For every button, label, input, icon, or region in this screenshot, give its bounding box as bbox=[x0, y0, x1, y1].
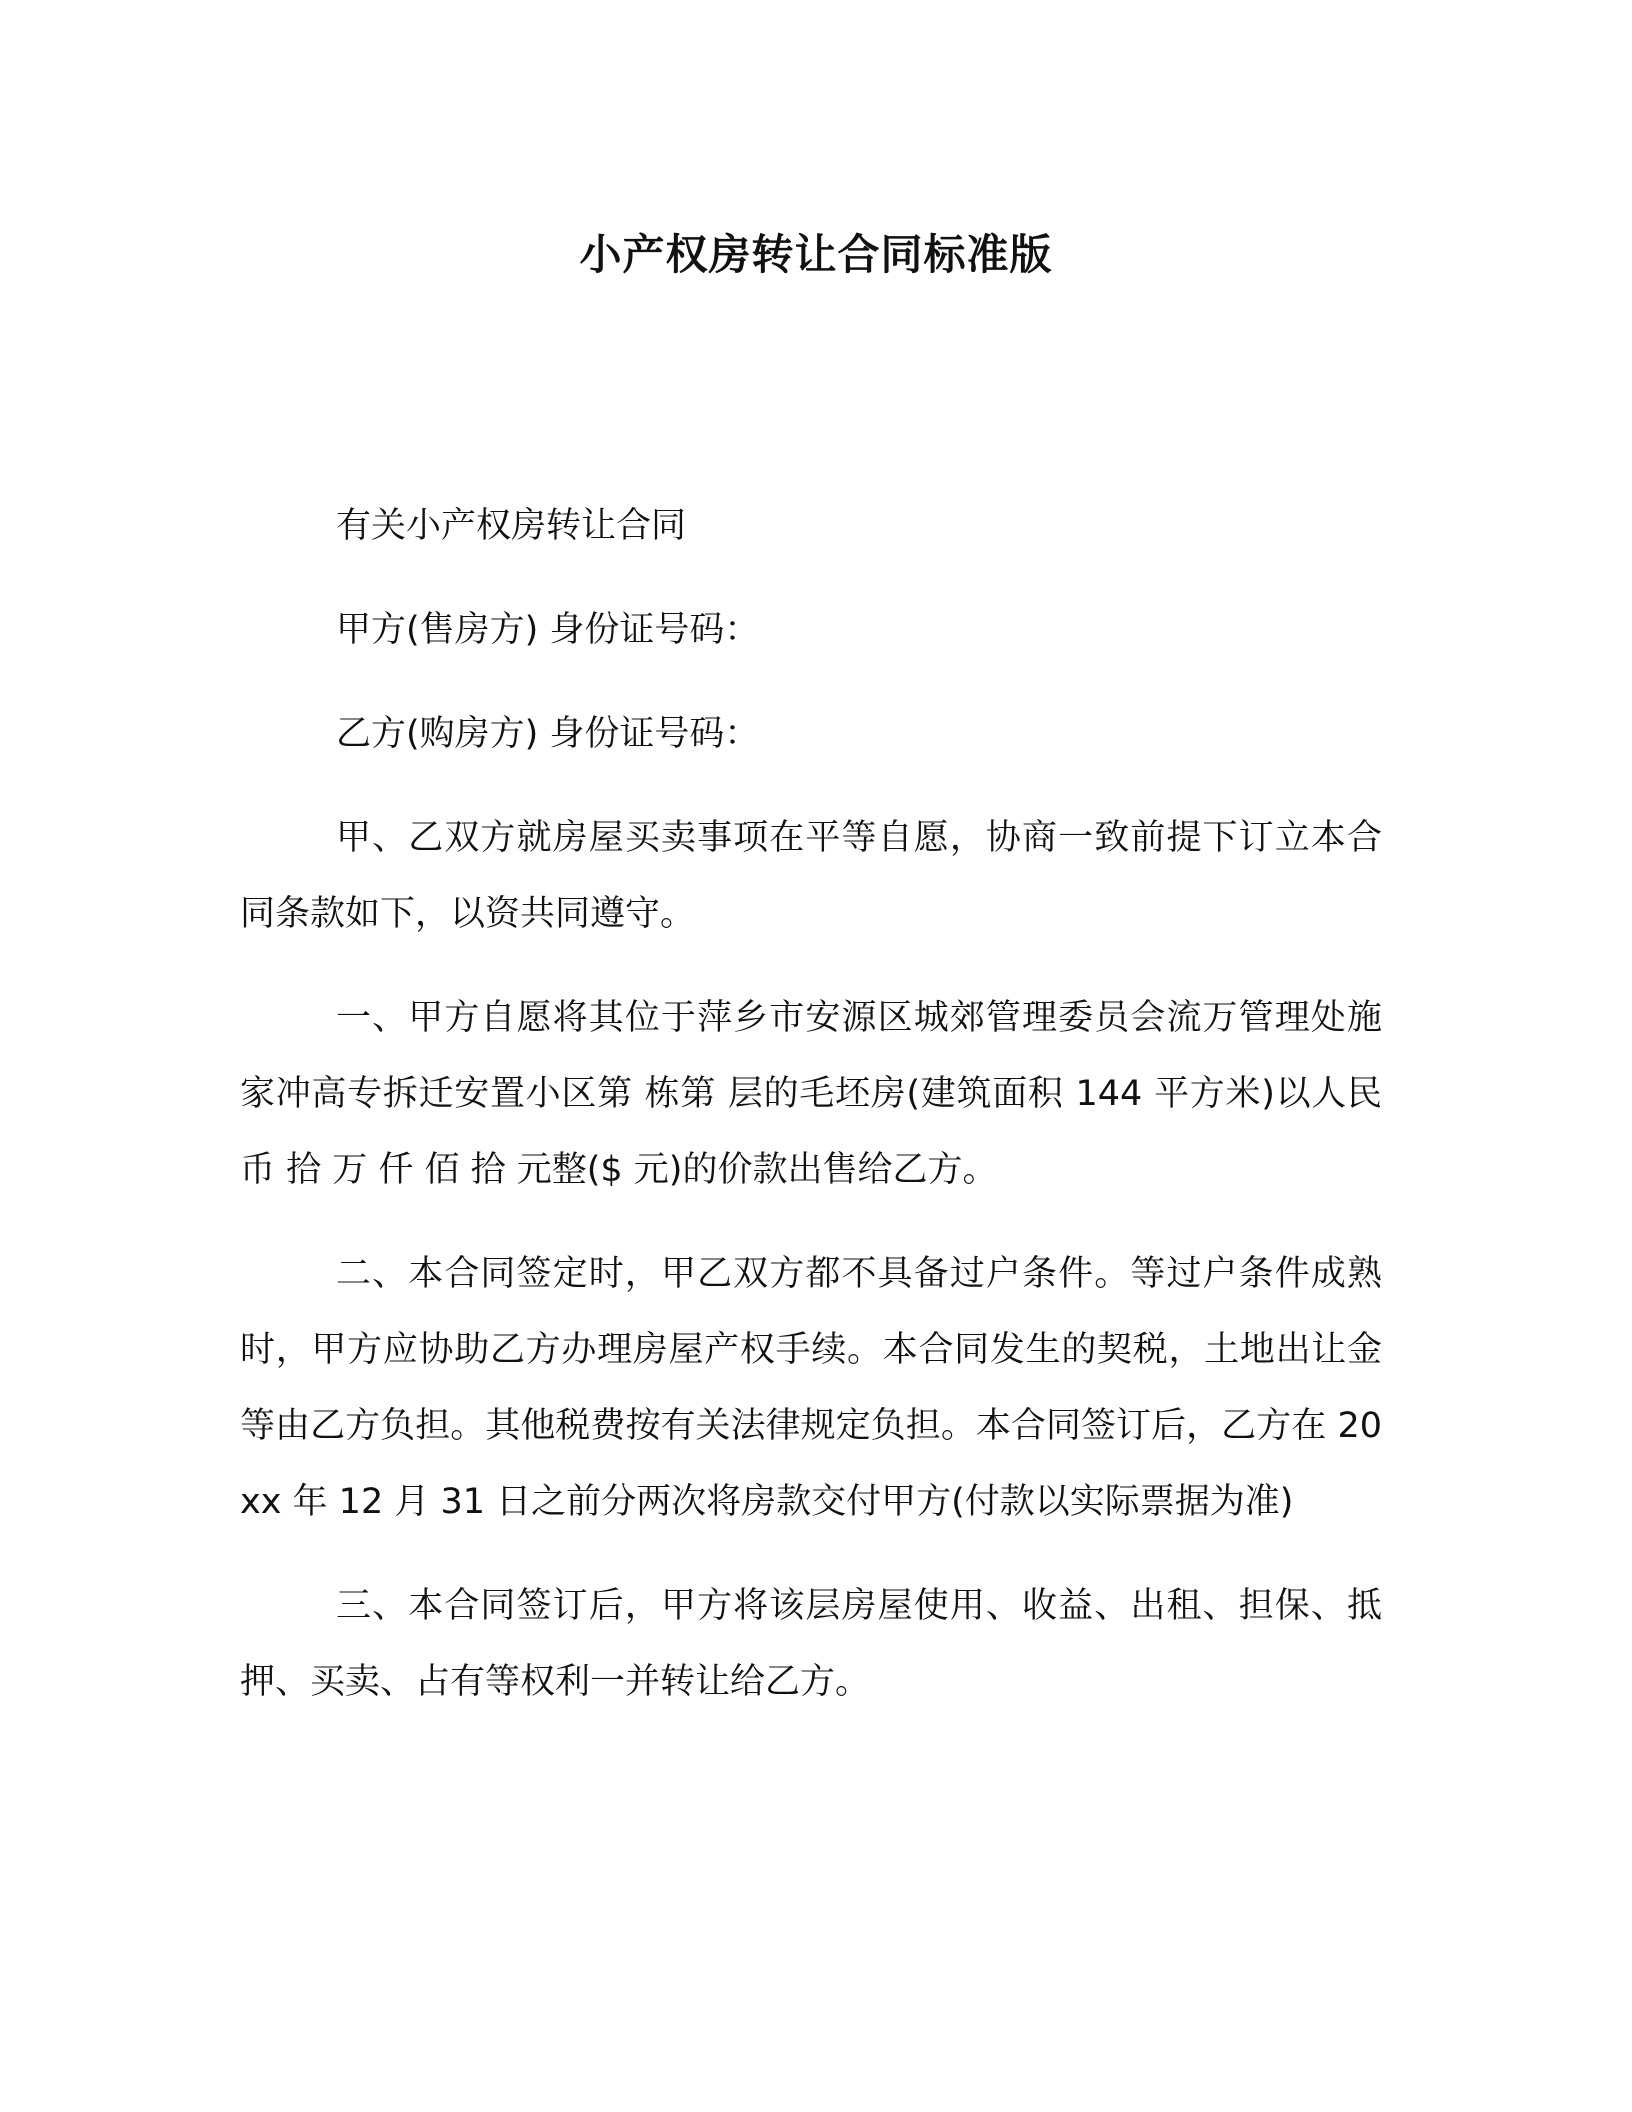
paragraph-party-a: 甲方(售房方) 身份证号码： bbox=[336, 610, 760, 650]
paragraph-clause-1: 一、甲方自愿将其位于萍乡市安源区城郊管理委员会流万管理处施家冲高专拆迁安置小区第 栋第 层的毛坯房(建筑面积 144 平方米)以人民币 拾 万 仟 佰 拾 元整($ 元)的价款出售给乙方。 bbox=[240, 998, 1382, 1190]
paragraph-clause-2: 二、本合同签定时，甲乙双方都不具备过户条件。等过户条件成熟时，甲方应协助乙方办理房屋产权手续。本合同发生的契税，土地出让金等由乙方负担。其他税费按有关法律规定负担。本合同签订后，乙方在 20xx 年 12 月 31 日之前分两次将房款交付甲方(付款以实际票据为准) bbox=[240, 1254, 1382, 1522]
paragraph-preamble: 甲、乙双方就房屋买卖事项在平等自愿，协商一致前提下订立本合同条款如下，以资共同遵守。 bbox=[240, 818, 1382, 934]
paragraph-party-b: 乙方(购房方) 身份证号码： bbox=[336, 714, 760, 754]
paragraph-heading: 有关小产权房转让合同 bbox=[336, 506, 687, 546]
document-body bbox=[240, 488, 1382, 1748]
paragraph-clause-3: 三、本合同签订后，甲方将该层房屋使用、收益、出租、担保、抵押、买卖、占有等权利一并转让给乙方。 bbox=[240, 1586, 1382, 1702]
document-title: 小产权房转让合同标准版 bbox=[579, 230, 1053, 279]
